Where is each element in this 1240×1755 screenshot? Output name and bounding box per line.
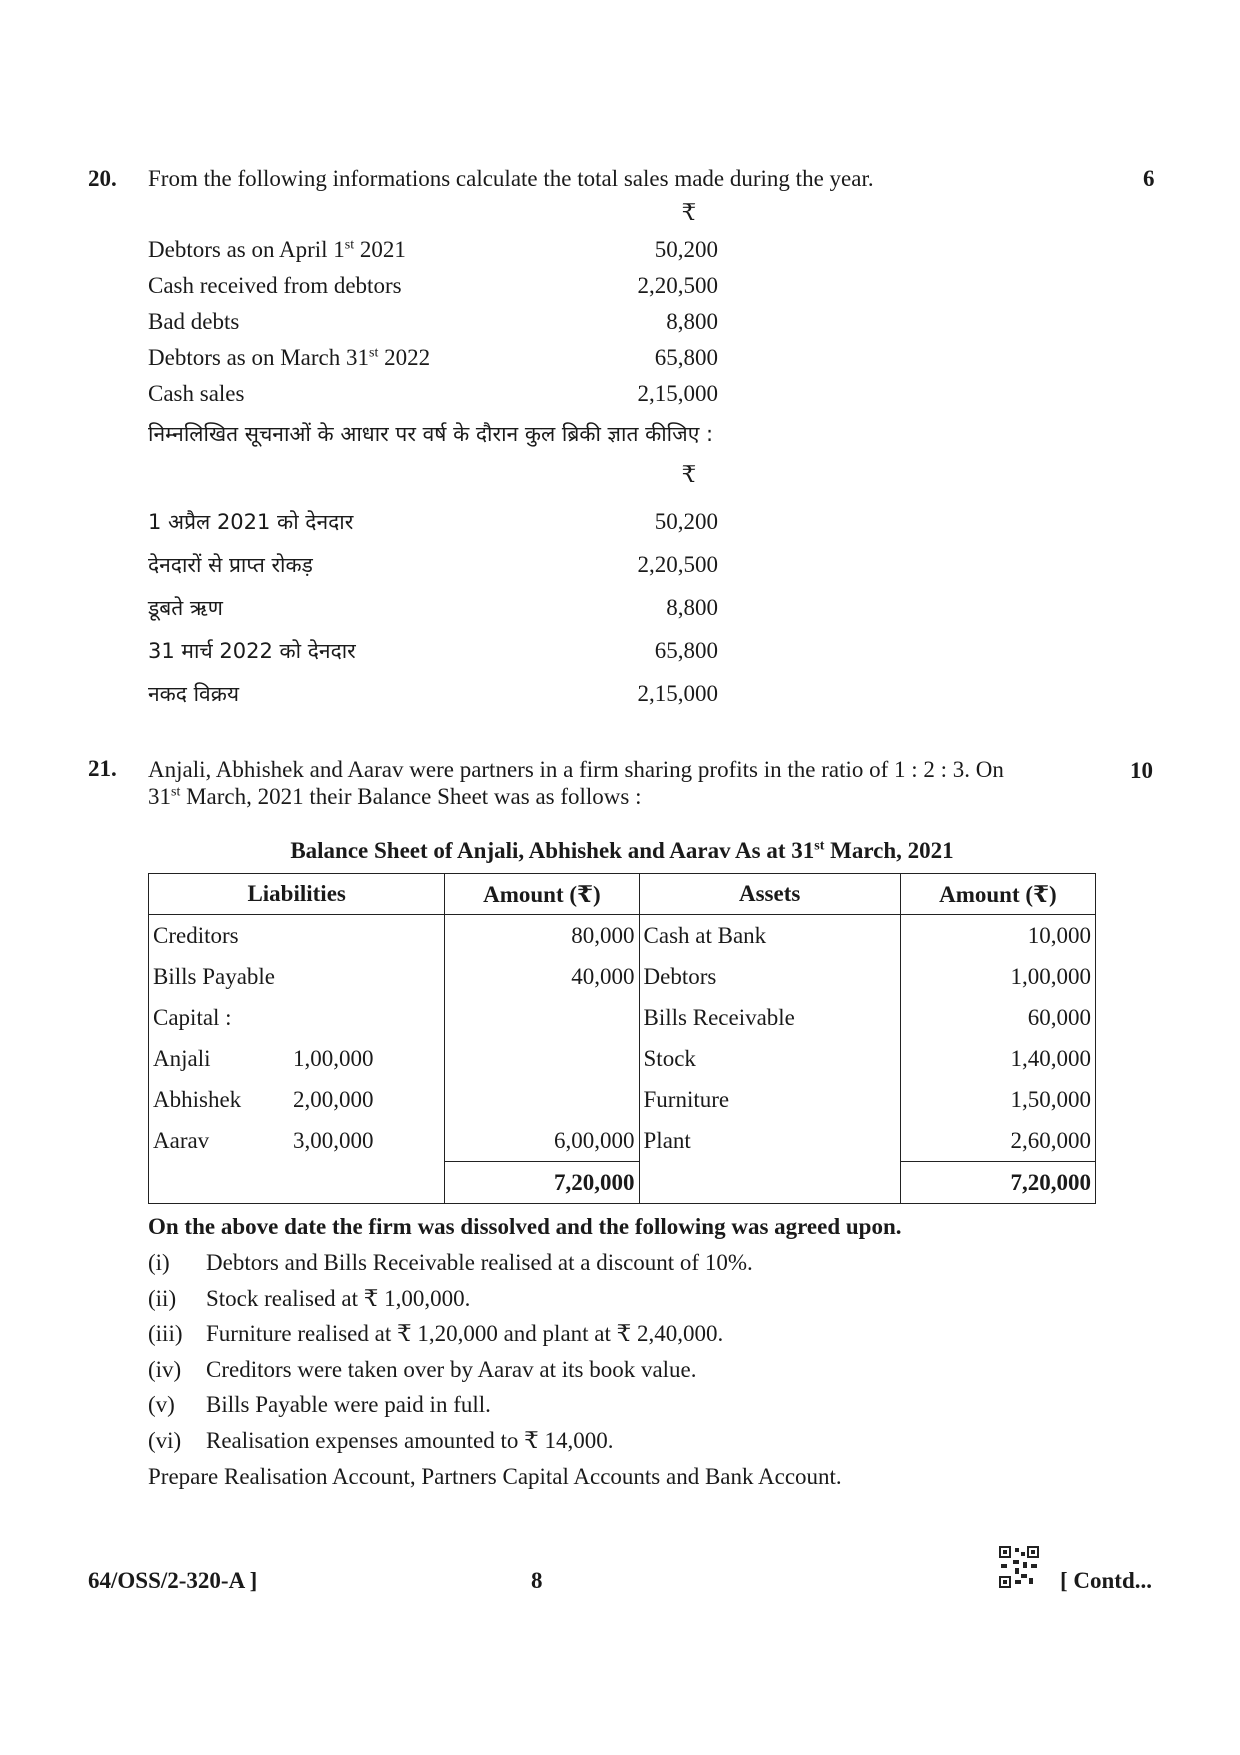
question-20-text: From the following informations calculate the total sales made during the year. <box>148 166 874 191</box>
question-20-marks: 6 <box>1143 166 1155 191</box>
q20-hindi-item: 1 अप्रैल 2021 को देनदार 50,200 <box>148 508 718 534</box>
q20-item: Debtors as on April 1st 2021 50,200 <box>148 237 718 262</box>
header-liab-amount: Amount (₹) <box>445 874 639 915</box>
list-item: (iii) Furniture realised at ₹ 1,20,000 and plant at ₹ 2,40,000. <box>148 1321 724 1346</box>
qr-code-icon <box>999 1546 1039 1588</box>
q20-item: Debtors as on March 31st 2022 65,800 <box>148 345 718 370</box>
question-21-marks: 10 <box>1130 758 1153 783</box>
instruction-text: Prepare Realisation Account, Partners Capital Accounts and Bank Account. <box>148 1464 842 1489</box>
q20-hindi-item: नकद विक्रय 2,15,000 <box>148 680 718 706</box>
q20-hindi-item: देनदारों से प्राप्त रोकड़ 2,20,500 <box>148 551 718 577</box>
balance-sheet-table <box>148 873 1096 1204</box>
rupee-header-hi: ₹ <box>681 462 697 487</box>
table-header-row <box>149 874 1096 915</box>
list-item: (i) Debtors and Bills Receivable realised at a discount of 10%. <box>148 1250 753 1275</box>
table-row: Aarav 3,00,000 6,00,000 Plant 2,60,000 <box>149 1120 1096 1162</box>
table-row: Bills Payable 40,000 Debtors 1,00,000 <box>149 956 1096 997</box>
continued-label: [ Contd... <box>1060 1568 1153 1593</box>
list-item: (ii) Stock realised at ₹ 1,00,000. <box>148 1285 471 1311</box>
total-liabilities: 7,20,000 <box>445 1162 639 1204</box>
rupee-header-en: ₹ <box>681 200 697 225</box>
header-assets: Assets <box>639 874 900 915</box>
question-21-number: 21. <box>88 756 117 781</box>
q20-hindi-item: डूबते ऋण 8,800 <box>148 594 718 620</box>
list-item: (v) Bills Payable were paid in full. <box>148 1392 491 1417</box>
q20-hindi-item: 31 मार्च 2022 को देनदार 65,800 <box>148 637 718 663</box>
total-assets: 7,20,000 <box>900 1162 1095 1204</box>
q20-item: Bad debts 8,800 <box>148 309 718 334</box>
table-row: Creditors 80,000 Cash at Bank 10,000 <box>149 915 1096 957</box>
table-total-row <box>149 1162 1096 1204</box>
list-item: (vi) Realisation expenses amounted to ₹ 14,000. <box>148 1427 614 1453</box>
header-asset-amount: Amount (₹) <box>900 874 1095 915</box>
question-20-hindi-items <box>148 500 718 715</box>
header-liabilities: Liabilities <box>149 874 445 915</box>
balance-sheet-title: Balance Sheet of Anjali, Abhishek and Aarav As at 31st March, 2021 <box>290 838 954 863</box>
question-21-text: Anjali, Abhishek and Aarav were partners in a firm sharing profits in the ratio of 1 : 2 : 3. On 31st March, 2021 their Balance Sheet was as follows : <box>148 757 1004 809</box>
agreed-heading: On the above date the firm was dissolved and the following was agreed upon. <box>148 1214 902 1239</box>
question-20-hindi-text: निम्नलिखित सूचनाओं के आधार पर वर्ष के दौरान कुल ब्रिकी ज्ञात कीजिए : <box>148 422 714 446</box>
conditions-list <box>148 1250 1098 1463</box>
paper-code: 64/OSS/2-320-A ] <box>88 1568 258 1593</box>
table-row: Capital : Bills Receivable 60,000 <box>149 997 1096 1038</box>
question-20-number: 20. <box>88 166 117 191</box>
q20-item: Cash sales 2,15,000 <box>148 381 718 406</box>
q20-item: Cash received from debtors 2,20,500 <box>148 273 718 298</box>
list-item: (iv) Creditors were taken over by Aarav at its book value. <box>148 1356 697 1382</box>
page-number: 8 <box>531 1568 543 1593</box>
question-20-items <box>148 237 718 417</box>
table-row: Anjali 1,00,000 Stock 1,40,000 <box>149 1038 1096 1079</box>
table-row: Abhishek 2,00,000 Furniture 1,50,000 <box>149 1079 1096 1120</box>
